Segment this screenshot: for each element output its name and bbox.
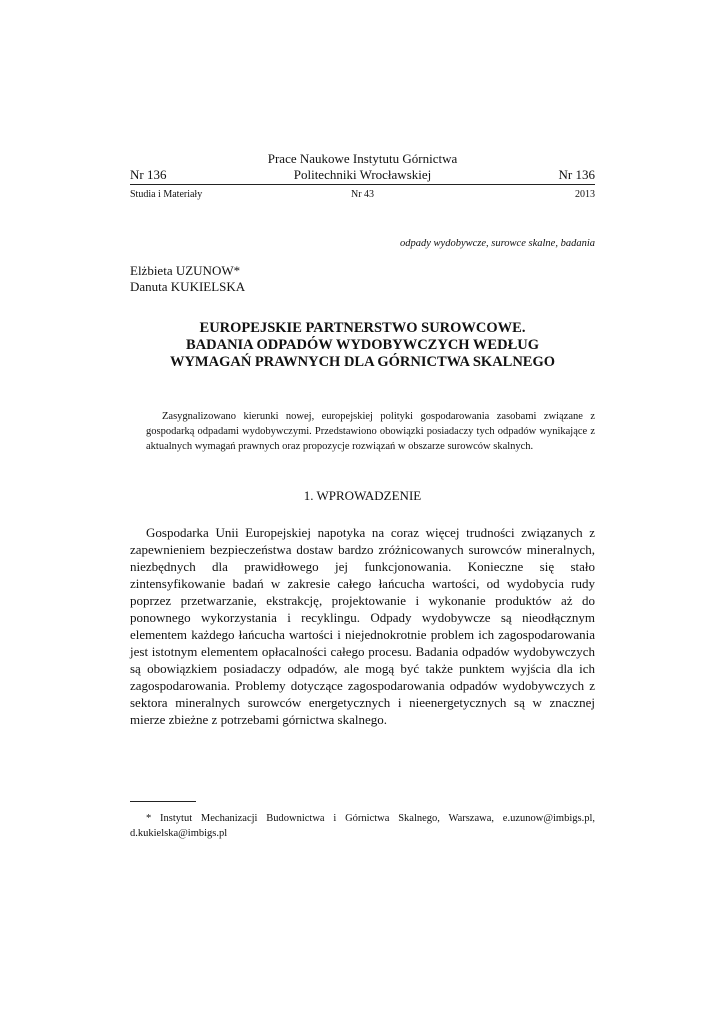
journal-header-row <box>130 167 595 183</box>
paper-title <box>130 320 595 371</box>
header-rule <box>130 184 595 185</box>
body-text <box>130 524 595 728</box>
series-row <box>130 189 595 203</box>
author-list <box>130 263 245 295</box>
body-paragraph: Gospodarka Unii Europejskiej napotyka na coraz więcej trudności związanych z zapewnieniem bezpieczeństwa dostaw bardzo zróżnicowanych surowców mineralnych, niezbędnych dla prawidłowego jej funkcjonowania. Konieczne się stało zintensyfikowanie badań w zakresie całego łańcucha wartości, od wydobycia rudy poprzez przetwarzanie, ekstrakcję, projektowanie i wykonanie produktów aż do ponownego wykorzystania i recyklingu. Odpady wydobywcze są nieodłącznym elementem każdego łańcucha wartości i niejednokrotnie problem ich zagospodarowania jest istotnym elementem opłacalności całego procesu. Badania odpadów wydobywczych są obowiązkiem posiadaczy odpadów, ale mogą być także punktem wyjścia dla ich zagospodarowania. Problemy dotyczące zagospodarowania odpadów wydobywczych z sektora mineralnych surowców energetycznych i nieenergetycznych są w znacznej mierze zbieżne z potrzebami górnictwa skalnego. <box>130 525 595 727</box>
title-line: EUROPEJSKIE PARTNERSTWO SUROWCOWE. <box>199 320 526 336</box>
title-line: WYMAGAŃ PRAWNYCH DLA GÓRNICTWA SKALNEGO <box>169 354 556 370</box>
publication-year: 2013 <box>575 189 595 200</box>
footnote <box>130 811 595 841</box>
series-number: Nr 43 <box>350 189 375 200</box>
footnote-text: * Instytut Mechanizacji Budownictwa i Górnictwa Skalnego, Warszawa, e.uzunow@imbigs.pl, d.kukielska@imbigs.pl <box>130 813 595 839</box>
issue-number-right: Nr 136 <box>558 167 595 182</box>
section-heading: 1. WPROWADZENIE <box>303 488 422 503</box>
abstract-text: Zasygnalizowano kierunki nowej, europejskiej polityki gospodarowania zasobami związane z gospodarką odpadami wydobywczymi. Przedstawiono obowiązki posiadaczy tych odpadów wynikające z aktualnych wymagań prawnych oraz propozycje rozwiązań w obszarze surowców skalnych. <box>146 411 595 452</box>
series-name: Studia i Materiały <box>130 189 203 200</box>
journal-title-line1: Prace Naukowe Instytutu Górnictwa <box>267 151 458 166</box>
author-name: Danuta KUKIELSKA <box>130 279 246 294</box>
issue-number-left: Nr 136 <box>130 167 167 182</box>
keywords: odpady wydobywcze, surowce skalne, badania <box>400 238 595 249</box>
title-line: BADANIA ODPADÓW WYDOBYWCZYCH WEDŁUG <box>185 337 539 353</box>
footnote-rule <box>130 801 196 802</box>
journal-title-line2: Politechniki Wrocławskiej <box>293 167 432 182</box>
author-name: Elżbieta UZUNOW* <box>130 263 241 278</box>
abstract <box>146 409 595 454</box>
